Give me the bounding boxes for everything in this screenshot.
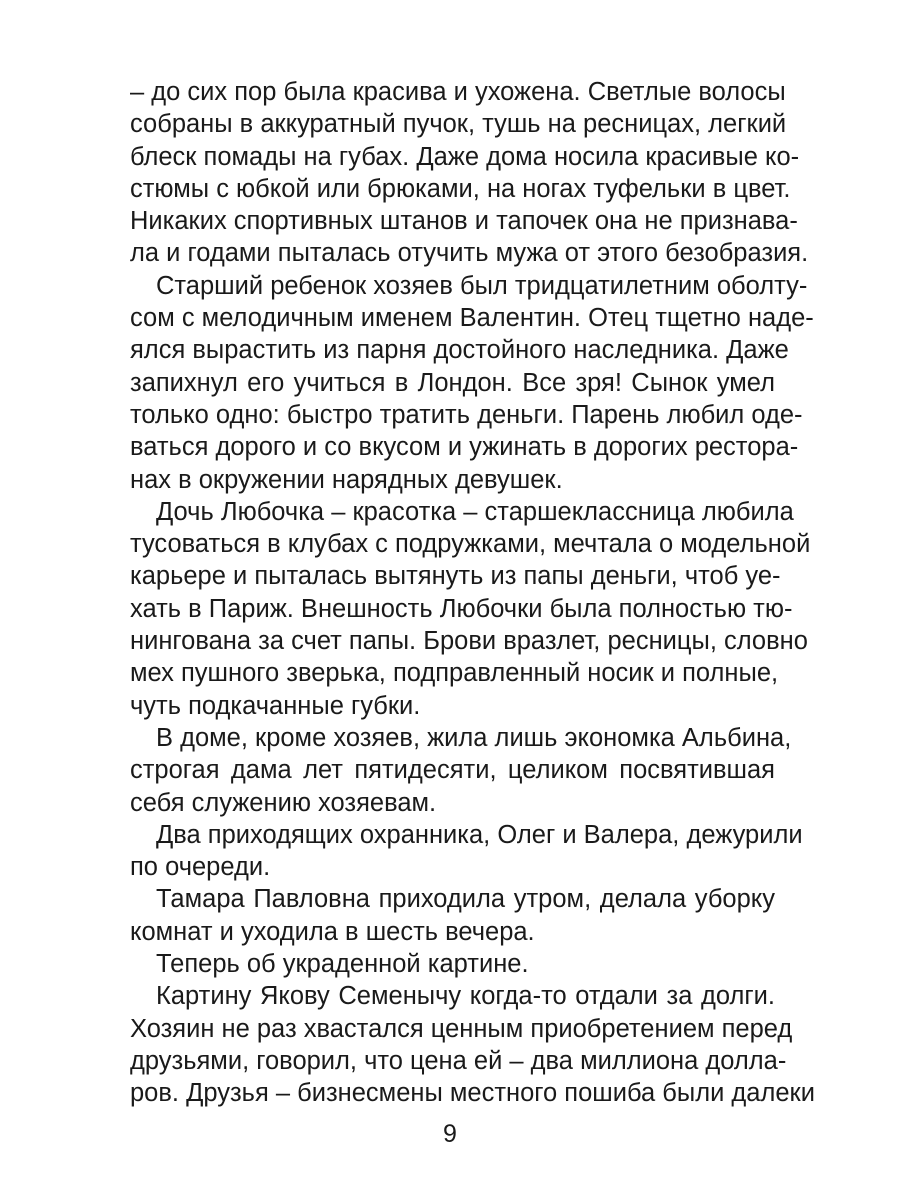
paragraph [130,819,803,884]
text-line: ров. Друзья – бизнесмены местного пошиба были далеки [130,1079,815,1108]
text-line: друзьями, говорил, что цена ей – два миллиона долла- [130,1046,787,1075]
text-line: нингована за счет папы. Брови вразлет, ресницы, словно [130,627,808,656]
text-line: Старший ребенок хозяев был тридцатилетним оболту- [156,271,808,300]
text-line: только одно: быстро тратить деньги. Парень любил оде- [130,400,803,429]
text-line: Дочь Любочка – красотка – старшеклассница любила [156,497,794,526]
text-line: Теперь об украденной картине. [156,950,529,979]
text-line: себя служению хозяевам. [130,788,437,817]
text-line: Картину Якову Семенычу когда-то отдали за долги. [156,982,775,1011]
paragraph [130,980,815,1109]
text-line: комнат и уходила в шесть вечера. [130,917,535,946]
text-line: сом с мелодичным именем Валентин. Отец тщетно наде- [130,304,814,333]
text-line: блеск помады на губах. Даже дома носила красивые ко- [130,142,800,171]
page-number: 9 [443,1120,457,1148]
text-line: по очереди. [130,853,271,882]
text-line: стюмы с юбкой или брюками, на ногах туфельки в цвет. [130,174,791,203]
text-line: Хозяин не раз хвастался ценным приобретением перед [130,1014,793,1043]
text-line: собраны в аккуратный пучок, тушь на ресницах, легкий [130,110,787,139]
paragraph [130,883,775,948]
text-line: строгая дама лет пятидесяти, целиком посвятившая [130,756,775,785]
paragraph [130,270,814,496]
text-line: хать в Париж. Внешность Любочки была полностью тю- [130,594,793,623]
text-line: нах в окружении нарядных девушек. [130,465,563,494]
paragraph [130,722,792,819]
paragraph [130,496,811,722]
text-line: карьере и пыталась вытянуть из папы деньги, чтоб уе- [130,562,781,591]
text-line: чуть подкачанные губки. [130,691,421,720]
text-line: мех пушного зверька, подправленный носик и полные, [130,659,779,688]
text-line: ялся вырастить из парня достойного наследника. Даже [130,336,789,365]
paragraph [130,948,775,980]
text-line: Тамара Павловна приходила утром, делала уборку [156,885,775,914]
text-line: тусоваться в клубах с подружками, мечтала о модельной [130,530,811,559]
text-line: – до сих пор была красива и ухожена. Светлые волосы [130,78,786,106]
text-line: Два приходящих охранника, Олег и Валера, дежурили [156,820,803,849]
body-text [130,76,815,1110]
text-line: В доме, кроме хозяев, жила лишь экономка Альбина, [156,723,792,752]
text-line: Никаких спортивных штанов и тапочек она не признава- [130,207,798,236]
paragraph [130,76,809,270]
text-line: ваться дорого и со вкусом и ужинать в дорогих рестора- [130,433,799,462]
text-line: ла и годами пыталась отучить мужа от этого безобразия. [130,239,809,268]
text-line: запихнул его учиться в Лондон. Все зря! Сынок умел [130,368,775,397]
